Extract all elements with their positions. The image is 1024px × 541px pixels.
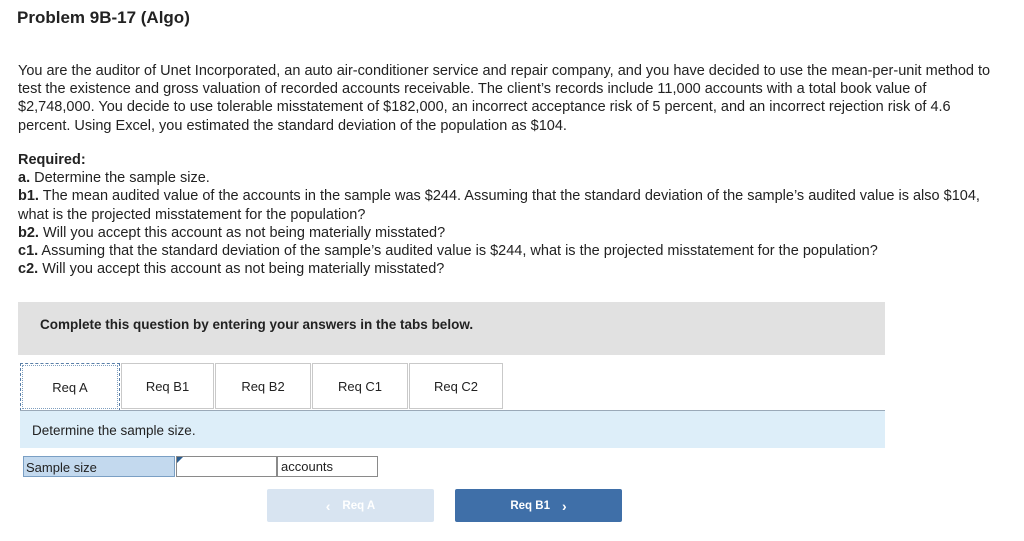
required-item-label: b1. [18, 188, 39, 205]
required-section [18, 151, 1008, 278]
required-item-c1 [18, 242, 1008, 260]
sample-size-label: Sample size [23, 456, 175, 477]
required-item-text: Determine the sample size. [30, 170, 210, 187]
required-item-text: Will you accept this account as not being materially misstated? [38, 224, 446, 241]
tab-req-c1[interactable]: Req C1 [312, 363, 408, 409]
cell-marker-icon [177, 457, 183, 463]
chevron-left-icon: ‹ [325, 497, 331, 514]
chevron-right-icon: › [561, 497, 567, 514]
required-item-label: a. [18, 170, 31, 187]
required-item-label: c2. [18, 261, 39, 278]
required-item-a [18, 169, 1008, 187]
sample-size-input[interactable] [181, 458, 275, 477]
banner-text: Complete this question by entering your answers in the tabs below. [40, 317, 474, 332]
required-item-label: c1. [18, 243, 39, 260]
tab-req-c2[interactable]: Req C2 [409, 363, 503, 409]
instruction-banner [18, 302, 885, 355]
panel-instruction: Determine the sample size. [32, 423, 196, 438]
tab-req-b2[interactable]: Req B2 [215, 363, 311, 409]
next-button-label: Req B1 [510, 499, 550, 512]
sample-size-cell[interactable] [176, 456, 277, 477]
unit-label: accounts [277, 456, 378, 477]
problem-intro: You are the auditor of Unet Incorporated, an auto air-conditioner service and repair company, and you have decided to use the mean-per-unit method to test the existence and gross valuation of recorded accounts receivable. The client’s records include 11,000 accounts with a total book value of $2,748,000. You decide to use tolerable misstatement of $182,000, an incorrect acceptance risk of 5 percent, and an incorrect rejection risk of 4.6 percent. Using Excel, you estimated the standard deviation of the population as $104. [18, 63, 991, 134]
required-item-text: The mean audited value of the accounts in the sample was $244. Assuming that the standard deviation of the sample’s audited value is also $104, what is the projected misstatement for the population? [18, 188, 980, 223]
prev-button-label: Req A [342, 499, 376, 512]
required-item-text: Will you accept this account as not being materially misstated? [38, 261, 445, 278]
tab-panel [20, 411, 885, 448]
problem-title: Problem 9B-17 (Algo) [17, 8, 190, 27]
required-item-text: Assuming that the standard deviation of the sample’s audited value is $244, what is the projected misstatement for the population? [38, 243, 878, 260]
next-button[interactable] [455, 489, 622, 522]
tab-req-a[interactable]: Req A [20, 363, 120, 411]
required-item-b1 [18, 187, 1008, 223]
prev-button[interactable] [267, 489, 434, 522]
required-item-b2 [18, 224, 1008, 242]
required-item-label: b2. [18, 224, 39, 241]
required-item-c2 [18, 260, 1008, 278]
tab-req-b1[interactable]: Req B1 [121, 363, 214, 409]
required-heading: Required: [18, 152, 86, 168]
